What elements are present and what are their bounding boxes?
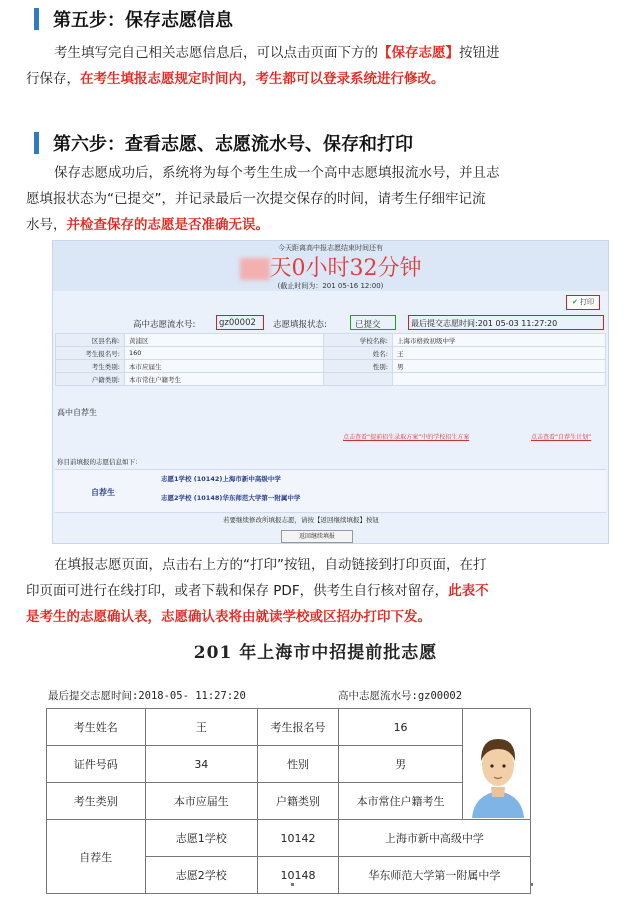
heading-accent-bar (34, 132, 39, 154)
table-row (47, 709, 531, 746)
step6-text: 水号， (26, 217, 67, 233)
submitted-page-screenshot (52, 240, 609, 544)
last-time-value: 2018-05- 11:27:20 (138, 690, 246, 702)
hukou-value: 本市常住户籍考生 (338, 783, 462, 820)
step6-heading (34, 130, 413, 156)
table-row (56, 334, 606, 347)
return-button[interactable]: 返回继续填报 (281, 530, 353, 543)
student-info-table (55, 333, 606, 386)
filled-caption: 你目前填报的志愿信息如下： (57, 458, 142, 466)
choice2-school: 华东师范大学第一附属中学 (338, 857, 530, 894)
print-line2 (26, 578, 606, 604)
form-serial (338, 688, 462, 703)
serial-value: gz00002 (417, 690, 463, 702)
form-last-time (48, 688, 246, 703)
print-button[interactable] (566, 295, 600, 310)
print-warning-start: 此表不 (448, 583, 489, 599)
check-icon: ✔ (571, 298, 578, 306)
category-value: 本市应届生 (125, 360, 324, 373)
gender-value: 男 (393, 360, 606, 373)
step5-warning: 在考生填报志愿规定时间内，考生都可以登录系统进行修改。 (80, 71, 445, 87)
reg-label: 考生报名号 (258, 709, 339, 746)
step5-text-end: 按钮进 (459, 45, 500, 61)
crop-mark (291, 883, 294, 886)
plan-link[interactable]: 点击查看“提前招生录取方案”中的学校招生方案 (343, 434, 470, 441)
table-row (47, 746, 531, 783)
table-row (56, 347, 606, 360)
status-value: 已提交 (355, 320, 381, 330)
id-label: 证件号码 (47, 746, 146, 783)
choice2-code: 10148 (258, 857, 339, 894)
name-value: 王 (393, 347, 606, 360)
name-label: 考生姓名 (47, 709, 146, 746)
save-button-mention: 【保存志愿】 (378, 45, 459, 61)
step5-heading (34, 6, 233, 32)
section-title: 高中自荐生 (57, 408, 97, 417)
district-label: 区县名称: (56, 334, 125, 347)
serial-label: 高中志愿流水号: (133, 320, 196, 330)
print-label: 打印 (580, 298, 595, 306)
step6-line3 (26, 212, 606, 238)
school-label: 学校名称: (324, 334, 393, 347)
empty-value (393, 373, 606, 386)
print-warning: 是考生的志愿确认表，志愿确认表将由就读学校或区招办打印下发。 (26, 609, 431, 625)
school-value: 上海市格致初级中学 (393, 334, 606, 347)
choice1-label: 志愿1学校 (145, 820, 258, 857)
gender-label: 性别 (258, 746, 339, 783)
step6-title: 第六步：查看志愿、志愿流水号、保存和打印 (53, 134, 413, 155)
step5-title: 第五步：保存志愿信息 (53, 10, 233, 31)
step5-text-2: 行保存， (26, 71, 80, 87)
last-submit: 最后提交志愿时间:201 05-03 11:27:20 (411, 319, 558, 328)
print-text: 印页面可进行在线打印，或者下载和保存 PDF，供考生自行核对留存， (26, 583, 449, 599)
gender-value: 男 (338, 746, 462, 783)
self-label: 自荐生 (47, 820, 146, 894)
form-title: 201 年上海市中招提前批志愿 (193, 643, 438, 663)
gender-label: 性别: (324, 360, 393, 373)
hukou-value: 本市常住户籍考生 (125, 373, 324, 386)
choice-2: 志愿2学校 (10148)华东师范大学第一附属中学 (161, 494, 301, 502)
table-row (47, 783, 531, 820)
choice2-label: 志愿2学校 (145, 857, 258, 894)
blurred-digit (240, 258, 270, 280)
countdown-text: 天0小时32分钟 (269, 256, 422, 281)
student-photo (466, 709, 530, 818)
last-time-label: 最后提交志愿时间: (48, 690, 139, 702)
choices-box (55, 469, 606, 513)
crop-mark (530, 883, 533, 886)
name-label: 姓名: (324, 347, 393, 360)
step6-line2: 愿填报状态为“已提交”，并记录最后一次提交保存的时间，请考生仔细牢记流 (26, 191, 486, 207)
step5-paragraph-2 (26, 66, 606, 92)
empty-label (324, 373, 393, 386)
deadline-time: (截止时间为：201 05-16 12:00) (277, 282, 384, 290)
step6-warning: 并检查保存的志愿是否准确无误。 (66, 217, 269, 233)
reg-label: 考生报名号: (56, 347, 125, 360)
name-value: 王 (145, 709, 258, 746)
heading-accent-bar (34, 8, 39, 30)
serial-value: gz00002 (219, 318, 256, 328)
table-row (47, 820, 531, 857)
self-plan-link[interactable]: 点击查看“自荐生计划” (531, 434, 592, 441)
table-row (56, 360, 606, 373)
choice-1: 志愿1学校 (10142)上海市新中高级中学 (161, 475, 281, 483)
deadline-caption: 今天距离高中报志愿结束时间还有 (278, 244, 383, 252)
print-line3 (26, 604, 606, 630)
serial-label: 高中志愿流水号: (338, 690, 418, 702)
category-label: 考生类别: (56, 360, 125, 373)
hukou-label: 户籍类别 (258, 783, 339, 820)
type-value: 本市应届生 (145, 783, 258, 820)
table-row (56, 373, 606, 386)
modify-note: 若要继续修改所填报志愿，请按【返回继续填报】按钮 (223, 516, 379, 524)
print-line1: 在填报志愿页面，点击右上方的“打印”按钮，自动链接到打印页面，在打 (54, 557, 487, 573)
category-tag: 自荐生 (91, 488, 115, 497)
choice1-code: 10142 (258, 820, 339, 857)
step6-line1: 保存志愿成功后，系统将为每个考生生成一个高中志愿填报流水号，并且志 (54, 165, 500, 181)
status-label: 志愿填报状态: (273, 320, 327, 330)
reg-value: 16 (338, 709, 462, 746)
district-value: 黄浦区 (125, 334, 324, 347)
hukou-label: 户籍类别: (56, 373, 125, 386)
reg-value: 160 (125, 347, 324, 360)
type-label: 考生类别 (47, 783, 146, 820)
step5-text: 考生填写完自己相关志愿信息后，可以点击页面下方的 (54, 45, 378, 61)
choice1-school: 上海市新中高级中学 (338, 820, 530, 857)
id-value: 34 (145, 746, 258, 783)
step5-paragraph (26, 40, 606, 66)
countdown (53, 251, 608, 282)
volunteer-form-table (46, 708, 531, 894)
